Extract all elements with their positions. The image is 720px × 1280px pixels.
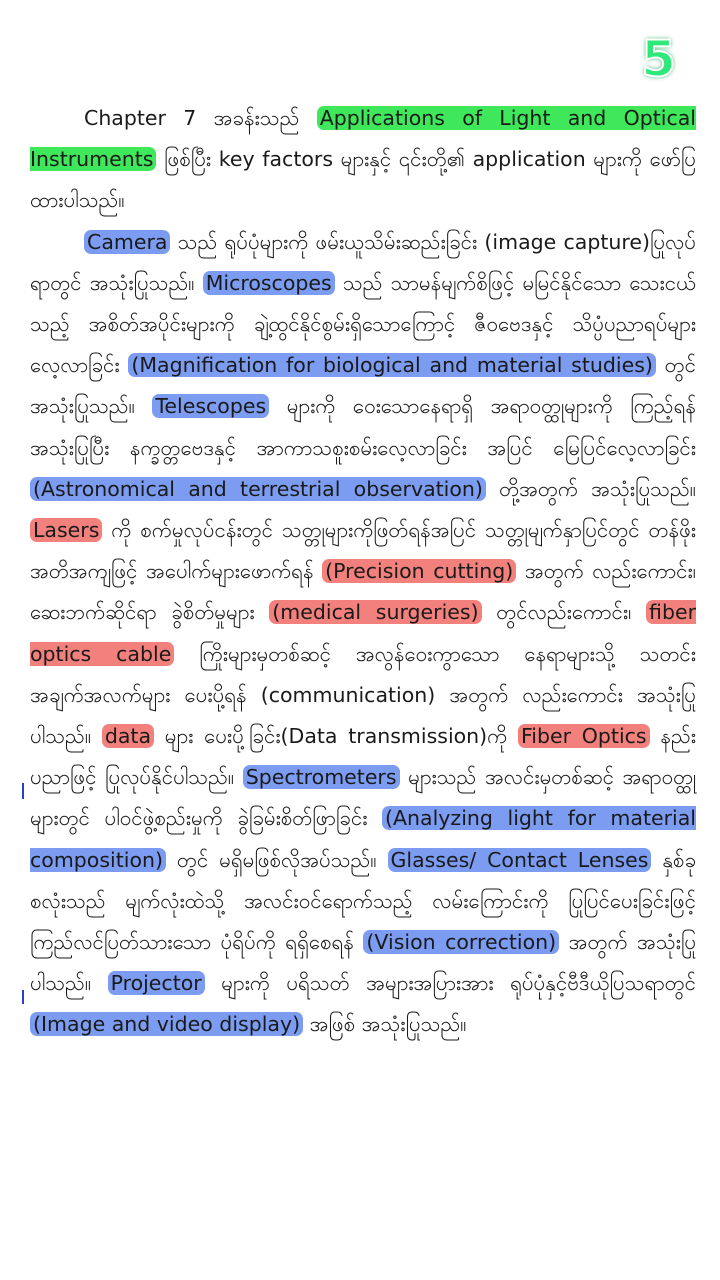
text: အတွက် အသုံးပြုပါသည်။ [30,930,697,996]
highlight-microscopes: Microscopes [203,271,335,295]
highlight-glasses-contact-lenses: Glasses/ Contact Lenses [388,848,652,872]
text: အတွက် လည်းကောင်း၊ ဆေးဘက်ဆိုင်ရာ ခွဲစိတ်မှုများ [30,559,696,625]
highlight-fiber-optics: Fiber Optics [518,724,650,748]
highlight-spectrometers: Spectrometers [243,765,400,789]
highlight-fiber-optics-cable: fiber optics cable [30,600,696,666]
text: Chapter 7 အခန်းသည် [84,106,317,130]
highlight-projector: Projector [108,971,205,995]
text: တို့အတွက် အသုံးပြုသည်။ [485,476,696,501]
paragraph-intro [30,98,696,222]
text: များကို ပရိသတ် အများအပြားအား ရုပ်ပုံနှင့်ဗီဒီယိုပြသရာတွင် [204,971,696,996]
text: အဖြစ် အသုံးပြုသည်။ [303,1012,467,1037]
text: နှစ်ခုစလုံးသည် မျက်လုံးထဲသို့ အလင်းဝင်ရောက်သည့် လမ်းကြောင်းကို ပြုပြင်ပေးခြင်းဖြင့် ကြည်လင်ပြတ်သားသော ပုံရိပ်ကို ရရှိစေရန် [30,847,696,955]
text: သည် သာမန်မျက်စိဖြင့် မမြင်နိုင်သော သေးငယ်သည့် အစိတ်အပိုင်းများကို ချဲ့ထွင်နိုင်စွမ်းရှိသောကြောင့် ဇီဝဗေဒနှင့် သိပ္ပံပညာရပ်များ လေ့လာခြင်း [30,270,697,378]
text: သည် ရုပ်ပုံများကို ဖမ်းယူသိမ်းဆည်းခြင်း (image capture)ပြုလုပ်ရာတွင် အသုံးပြုသည်။ [30,229,696,295]
highlight-lasers: Lasers [30,518,102,542]
text: များသည် အလင်းမှတစ်ဆင့် အရာဝတ္ထုများတွင် ပါဝင်ဖွဲ့စည်းမှုကို ခွဲခြမ်းစိတ်ဖြာခြင်း [30,765,696,831]
text: များ ပေးပို့ခြင်း(Data transmission)ကို [154,724,518,749]
text: နည်းပညာဖြင့် ပြုလုပ်နိုင်ပါသည်။ [30,724,696,790]
text: တွင် အသုံးပြုသည်။ [30,353,696,419]
paragraph-applications [30,222,696,1046]
highlight-telescopes: Telescopes [152,394,269,418]
highlight-precision-cutting: (Precision cutting) [322,559,516,583]
text: ကို စက်မှုလုပ်ငန်းတွင် သတ္တုများကိုဖြတ်ရန်အပြင် သတ္တုမျက်နှာပြင်တွင် တန်ဖိုး အတိအကျဖြင့် အပေါက်များဖောက်ရန် [30,518,696,584]
highlight-image-video-display: (Image and video display) [30,1012,303,1036]
text: ကြိုးများမှတစ်ဆင့် အလွန်ဝေးကွာသော နေရာများသို့ သတင်းအချက်အလက်များ ပေးပို့ရန် (communication) အတွက် လည်းကောင်း အသုံးပြုပါသည်။ [30,641,696,749]
text: တွင်လည်းကောင်း၊ [481,600,647,625]
text: ဖြစ်ပြီး key factors များနှင့် ၎င်းတို့၏ application များကို ဖော်ပြထားပါသည်။ [30,147,696,213]
highlight-data: data [102,724,154,748]
text: တွင် မရှိမဖြစ်လိုအပ်သည်။ [165,847,388,872]
highlight-chapter-title: Applications of Light and Optical Instruments [30,106,697,172]
margin-mark [22,783,24,799]
highlight-vision-correction: (Vision correction) [363,930,559,954]
margin-mark [22,990,24,1004]
highlight-medical-surgeries: (medical surgeries) [269,600,481,624]
highlight-camera: Camera [84,230,170,254]
highlight-analyzing-light: (Analyzing light for material composition) [30,806,696,872]
highlight-astronomical: (Astronomical and terrestrial observation) [30,477,486,501]
highlight-magnification: (Magnification for biological and material studies) [128,353,656,377]
text: များကို ဝေးသောနေရာရှိ အရာဝတ္ထုများကို ကြည့်ရန်အသုံးပြုပြီး နက္ခတ္တဗေဒနှင့် အာကာသစူးစမ်းလေ့လာခြင်း အပြင် မြေပြင်လေ့လာခြင်း [30,394,696,460]
document-body [30,98,696,1046]
page-number: 5 [641,30,676,88]
